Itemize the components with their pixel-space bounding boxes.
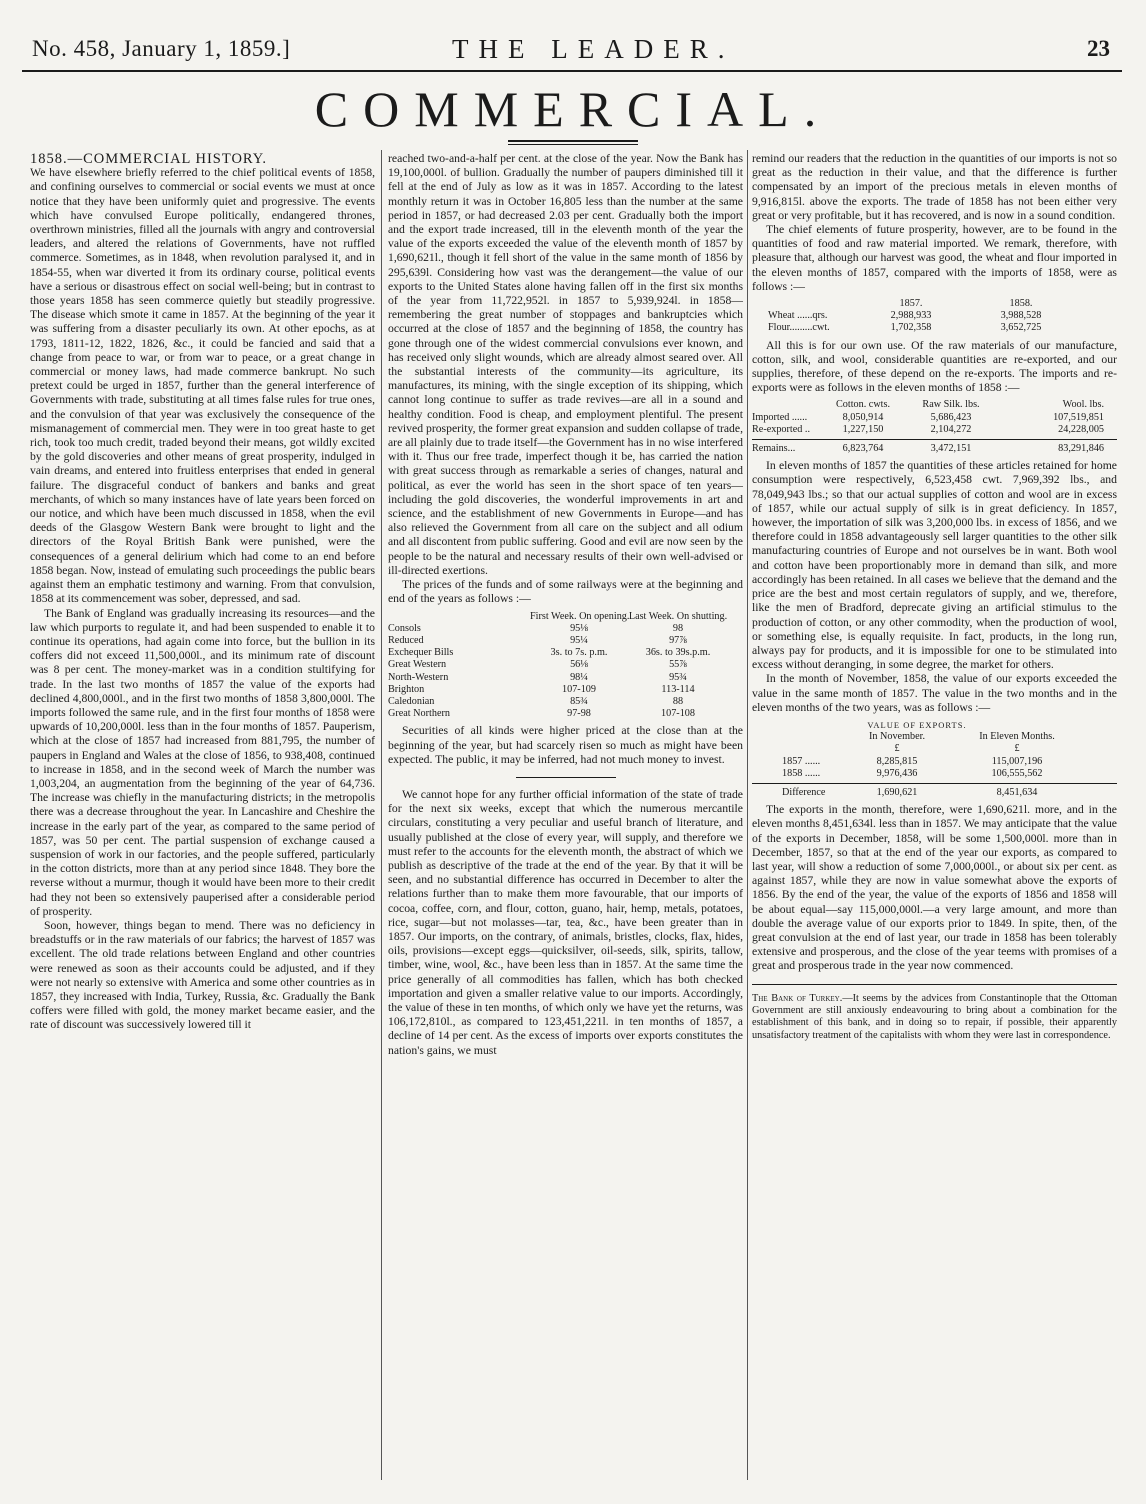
wheat-flour-table	[752, 298, 1117, 335]
table-row: Flour.........cwt. 1,702,358 3,652,725	[768, 322, 1042, 334]
table-units: £ £	[894, 743, 1020, 755]
paragraph: In eleven months of 1857 the quantities of these articles retained for home consumption were respectively, 6,523,458 cwt. 7,969,392 lbs., and 78,049,943 lbs.; so that our actual supplies of cotton and wool are in excess of 1857, while our actual supply of silk is in great deficiency. In 1857, however, the importation of silk was 3,200,000 lbs. in excess of 1856, and we therefore could in 1858 advantageously sell larger quantities to the other silk manufacturing countries of Europe and not ourselves be in want. Both wool and cotton have been proportionably more in demand than silk, and more accordingly has been retained. In all cases we believe that the demand and the price are the best and most certain regulators of supply, and we, therefore, like the men of Bradford, deprecate giving an artificial stimulus to the production of cotton, or any other commodity, when the production of wool, or something else, is equally requisite. In fact, products, in the long run, always pay for products, and it is impossible for one to be stimulated into excess without deranging, in some degree, the market for others.	[752, 459, 1117, 672]
paragraph: We have elsewhere briefly referred to the chief political events of 1858, and confining ourselves to commercial or social events we must at once notice that they have been uniformly quiet and progressive. The events which have convulsed Europe politically, endangered thrones, overthrown ministries, filled all the journals with angry and controversial leaders, and altered the relations of Governments, have not ruffled commerce. Sometimes, as in 1848, when revolution paralysed it, and in 1854-55, when war diverted it from its ordinary course, political events have a serious or disastrous effect on social well-being; but in contrast to those years 1858 has seen commerce quietly but steadily progressive. The disease which smote it came in 1857. At the beginning of the year it was suffering from a disaster peculiarly its own. At other epochs, as at 1793, 1811-12, 1822, 1826, &c., it could be fancied and said that a change from peace to war, or from war to peace, or a great change in commercial or money laws, had made commerce bankrupt. No such pretext could be urged in 1857, further than the general interference of Governments with trade, substituting at all times false rules for true ones, and the convulsion of that year was exclusively the consequence of the mismanagement of commercial men. They were in too great haste to get rich, took too much credit, traded beyond their means, got wildly excited by the gold discoveries and other means of great prosperity, indulged in vain dreams, and entered into fruitless enterprises that ended in general failure. The disgraceful conduct of bankers and banks and great merchants, of which so many instances have of late years been forced on our notice, and which have been much discussed in 1858, when the evil deeds of the Glasgow Western Bank were brought to light and the directors of the Royal British Bank were punished, were the consequences of a general delirium which had come to an end before 1858 began. Now, instead of emulating such proceedings the public bears against them an emphatic testimony and warning. From that convulsion, 1858 at its commencement was sober, depressed, and sad.	[30, 166, 375, 606]
paragraph: The prices of the funds and of some railways were at the beginning and end of the years as follows :—	[388, 578, 743, 606]
column-header: Cotton. cwts.	[835, 399, 891, 411]
table-row: Imported ...... 8,050,914 5,686,423 107,519,851	[752, 411, 1104, 423]
page-number: 23	[1087, 36, 1110, 61]
column-divider	[381, 150, 382, 1480]
column-1	[30, 152, 375, 1033]
news-note	[752, 993, 1117, 1043]
column-header: First Week. On opening.	[530, 610, 630, 622]
paragraph: We cannot hope for any further official information of the state of trade for the next six weeks, except that which the numerous mercantile circulars, constituting a very peculiar and useful branch of literature, and usually published at the close of every year, will supply, and therefore we must refer to the accounts for the eleventh month, the abstract of which we publish as descriptive of the trade at the end of the year. By that it will be seen, and no substantial difference has occurred in December to alter the relations further than to make them more favourable, that our imports of cocoa, coffee, corn, and flour, cotton, guano, hair, hemp, metals, potatoes, rice, sugar—but not molasses—tar, tea, &c., have been greater than in 1857. Our imports, on the contrary, of animals, bristles, clocks, flax, hides, oils, provisions—except eggs—quicksilver, oil-seeds, silk, spirits, tallow, timber, wine, wool, &c., have been less than in 1857. At the same time the price generally of all commodities has fallen, which has both checked importation and given a smaller relative value to our imports. Accordingly, the value of these in ten months, of which only we have yet the returns, was 106,172,810l., as compared to 123,451,221l. in ten months of 1857, a decline of 14 per cent. As the excess of imports over exports constitutes the nation's gains, we must	[388, 787, 743, 1057]
table-row-total: Remains... 6,823,764 3,472,151 83,291,846	[752, 443, 1104, 455]
table-row: Caledonian 85¾ 88	[388, 695, 684, 707]
column-header: 1857.	[899, 298, 923, 310]
table-row: Exchequer Bills 3s. to 7s. p.m. 36s. to 39s.p.m.	[388, 647, 711, 659]
column-header: In Eleven Months.	[979, 731, 1055, 743]
table-row: 1858 ...... 9,976,436 106,555,562	[782, 767, 1043, 779]
table-row: Wheat ......qrs. 2,988,933 3,988,528	[768, 310, 1042, 322]
paragraph: remind our readers that the reduction in the quantities of our imports is not so great as the reduction in their value, and that the difference is further compensated by an import of the precious metals in eleven months of 9,916,815l. above the exports. The trade of 1858 has not been either very great or very profitable, but it has recovered, and is now in a sound condition.	[752, 152, 1117, 222]
column-header: 1858.	[1009, 298, 1033, 310]
section-divider	[752, 984, 1117, 985]
total-rule	[752, 439, 1117, 440]
table-row: 1857 ...... 8,285,815 115,007,196	[782, 755, 1043, 767]
newspaper-title: THE LEADER.	[452, 34, 735, 64]
paragraph: The chief elements of future prosperity, however, are to be found in the quantities of food and raw material imported. We remark, therefore, with pleasure that, although our harvest was good, the wheat and flour imported in the eleven months of 1857, compared with the imports of 1858, were as follows :—	[752, 223, 1117, 293]
note-body: —It seems by the advices from Constantinople that the Ottoman Government are still anxiously endeavouring to bring about a combination for the establishment of this bank, and in doing so to repair, if possible, their apparently unsatisfactory treatment of the capitalists with whom they were last in correspondence.	[752, 992, 1117, 1041]
paragraph: reached two-and-a-half per cent. at the close of the year. Now the Bank has 19,100,000l. of bullion. Gradually the number of paupers diminished till it fell at the end of July as low as it was in 1857. According to the latest monthly return it was in October 16,805 less than the number at the same period in 1857, or had decreased 2.03 per cent. Gradually both the import and the export trade increased, till in the eleventh month of the year the value of the exports exceeded the value of the eleventh month of 1857 by 1,690,621l., though it fell short of the value in the same month of 1856 by 295,639l. Considering how vast was the derangement—the value of our exports to the United States alone having fallen off in the first six months of the year from 11,722,952l. in 1857 to 5,939,924l. in 1858—remembering the great number of stoppages and bankruptcies which occurred at the close of 1857 and the beginning of 1858, the country has gone through one of the widest commercial convulsions ever known, and has received only slight wounds, which are already almost seared over. All the substantial interests of the community—its agriculture, its manufactures, its mining, with the single exception of its shipping, which cannot long continue to suffer as trade revives—are all in a sound and healthy condition. Food is cheap, and employment plentiful. The present revived prosperity, the former great expansion and sudden collapse of trade, are all plainly due to trade itself—the Government has in no wise interfered with it. Thus our free trade, imperfect though it be, has carried the nation with great success through as remarkable a series of changes, natural and political, as ever the world has seen in the short space of ten years—including the gold discoveries, the wonderful improvements in art and science, and the establishment of new Governments in Europe—and has also relieved the Government from all care on the subject and all odium and all discontent from public suffering. Good and evil are now seen by the people to be the natural and necessary results of their own well-advised or ill-directed exertions.	[388, 152, 743, 577]
heading-rule-thin	[508, 144, 638, 145]
table-title: VALUE OF EXPORTS.	[867, 719, 967, 730]
column-divider	[747, 150, 748, 1480]
table-row: Re-exported .. 1,227,150 2,104,272 24,228,005	[752, 423, 1104, 435]
paragraph: Securities of all kinds were higher priced at the close than at the beginning of the year, but had scarcely risen so much as might have been expected. The public, it may be inferred, had not much money to invest.	[388, 724, 743, 766]
note-lead: The Bank of Turkey.	[752, 992, 843, 1004]
paragraph: All this is for our own use. Of the raw materials of our manufacture, cotton, silk, and wool, considerable quantities are re-exported, and our supplies, therefore, of these depend on the re-exports. The imports and re-exports were as follows in the eleven months of 1858 :—	[752, 338, 1117, 395]
table-header	[752, 731, 1117, 743]
section-heading: COMMERCIAL.	[314, 81, 832, 137]
table-row: North-Western 98¼ 95¾	[388, 671, 687, 683]
exports-table	[752, 719, 1117, 799]
column-header: Wool. lbs.	[1062, 399, 1104, 411]
table-row: Brighton 107-109 113-114	[388, 683, 695, 695]
paragraph: Soon, however, things began to mend. There was no deficiency in breadstuffs or in the raw materials of our fabrics; the harvest of 1857 was excellent. The old trade relations between England and other countries were renewed as soon as their accounts could be adjusted, and if they were not nearly so extensive with America and some other countries as in 1857, they increased with India, Turkey, Russia, &c. Gradually the Bank coffers were filled with gold, the money market became easier, and the rate of discount was successively lowered till it	[30, 918, 375, 1032]
table-header	[752, 399, 1117, 411]
table-row: Consols 95⅛ 98	[388, 622, 684, 634]
column-3	[752, 152, 1117, 1042]
column-header: Last Week. On shutting.	[628, 610, 728, 622]
issue-date: No. 458, January 1, 1859.]	[32, 36, 291, 61]
table-header	[752, 298, 1117, 310]
table-row: Great Western 56⅛ 55⅞	[388, 659, 687, 671]
table-row-total: Difference 1,690,621 8,451,634	[782, 786, 1038, 798]
paragraph: In the month of November, 1858, the value of our exports exceeded the value in the same month of 1857. The value in the two months and in the eleven months of the two years, was as follows :—	[752, 672, 1117, 714]
column-2	[388, 152, 743, 1058]
table-row: Great Northern 97-98 107-108	[388, 708, 695, 720]
table-row: Reduced 95¼ 97⅞	[388, 634, 687, 646]
article-title: 1858.—COMMERCIAL HISTORY.	[30, 151, 268, 167]
raw-materials-table	[752, 399, 1117, 455]
paragraph: The exports in the month, therefore, were 1,690,621l. more, and in the eleven months 8,451,634l. less than in 1857. We may anticipate that the value of the exports in December, 1858, will be some 1,500,000l. more than in December, 1857, so that at the end of the year our exports, as compared to last year, will show a reduction of some 7,000,000l., or about six per cent. as against 1857, while they are now in value somewhat above the exports of 1856. By the end of the year, the value of the exports of 1856 and 1858 will be about equal—say 115,000,000l.—a very large amount, and more than double the average value of our exports prior to 1849. In spite, then, of the great convulsion at the end of last year, our trade in 1858 has been tolerably extensive and prosperous, and the close of the year teems with promises of a great and prosperous trade in the year now commenced.	[752, 803, 1117, 973]
running-head	[22, 30, 1122, 72]
paragraph: The Bank of England was gradually increasing its resources—and the law which purports to regulate it, and had been suspended to enable it to continue its operations, had again come into force, but the bullion in its coffers did not exceed 11,500,000l., and its minimum rate of discount was 8 per cent. The money-market was in a condition stultifying for trade. In the last two months of 1857 the value of the exports had declined 4,800,000l., and in the first two months of 1858 3,800,000l. The imports followed the same rule, and in the first four months of 1858 were upwards of 10,200,000l. less than in the four months of 1857. Pauperism, which at the close of 1857 had increased from 881,795, the number of paupers in England and Wales at the close of 1856, to 938,408, continued to increase in 1858, and in the second week of March the number was 1,003,204, an augmentation from the beginning of the year of 64,736. The increase was chiefly in the manufacturing districts; in the metropolis there was a decrease throughout the year. In Lancashire and Cheshire the increase in the early part of the year, as compared to the same period of 1857, was 50 per cent. The partial suspension of exchange caused a suspension of work in our factories, and the people suffered, particularly in the cotton districts, more than at any period since 1848. They bore the reverse without a murmur, though it would have been more to their credit had they not been so extensively pauperised after a considerable period of prosperity.	[30, 606, 375, 918]
funds-table	[388, 611, 743, 721]
table-header	[388, 611, 743, 623]
total-rule	[752, 783, 1117, 784]
column-header: Raw Silk. lbs.	[922, 399, 980, 411]
heading-rule	[508, 140, 638, 142]
section-divider	[516, 777, 616, 778]
column-header: In November.	[868, 731, 926, 743]
